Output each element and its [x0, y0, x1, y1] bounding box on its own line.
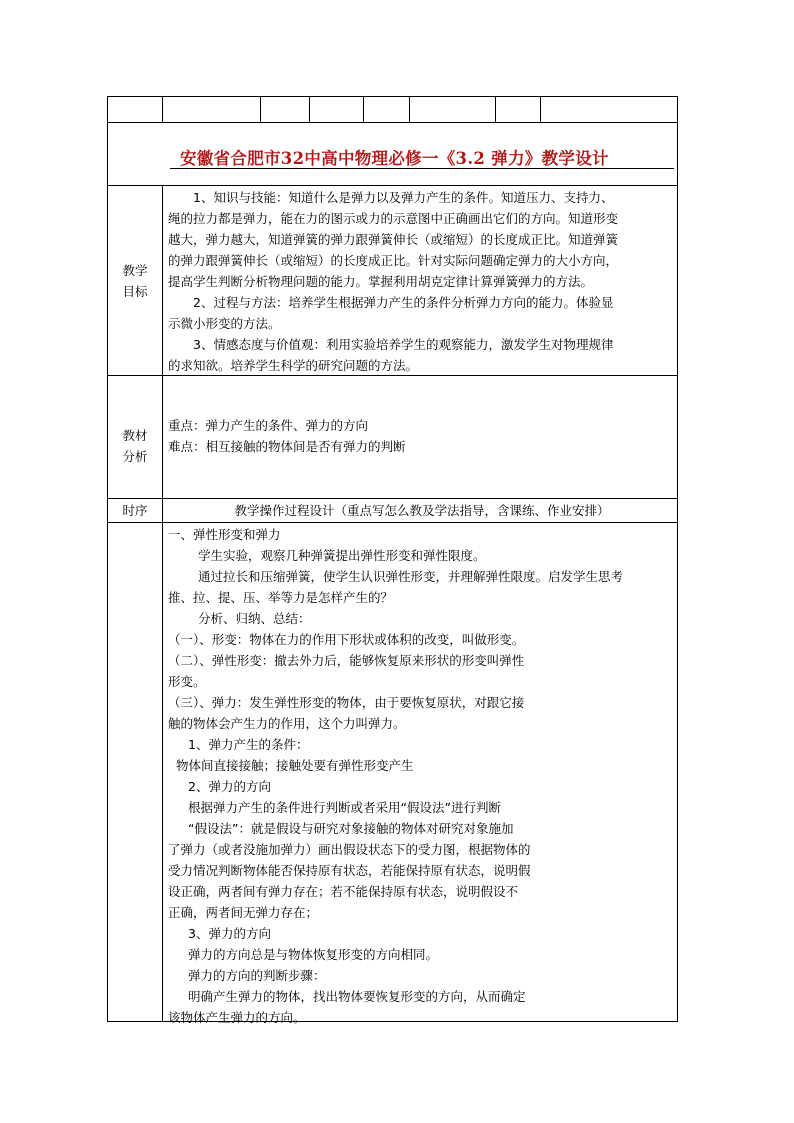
analysis-content — [168, 415, 676, 457]
text-line: （二）、弹性形变：撤去外力后，能够恢复原来形状的形变叫弹性 — [168, 653, 525, 668]
column-divider — [540, 97, 541, 122]
text-line: 物体间直接接触；接触处要有弹性形变产生 — [176, 758, 414, 773]
row-divider — [108, 375, 677, 376]
column-divider — [495, 97, 496, 122]
document-title: 安徽省合肥市32中高中物理必修一《3.2 弹力》教学设计 — [180, 149, 609, 168]
text-line: 2、弹力的方向 — [188, 779, 271, 794]
text-line: 1、弹力产生的条件： — [188, 737, 309, 752]
text-line: 正确，两者间无弹力存在； — [168, 905, 319, 920]
column-divider — [309, 97, 310, 122]
text-line: 明确产生弹力的物体，找出物体要恢复形变的方向，从而确定 — [188, 989, 526, 1004]
row-divider — [108, 122, 677, 123]
text-line: 弹力的方向的判断步骤： — [188, 968, 326, 983]
text-line: 推、拉、提、压、举等力是怎样产生的？ — [168, 590, 394, 605]
objectives-content — [168, 187, 676, 376]
objectives-label: 教学 目标 — [122, 263, 148, 299]
text-line: 形变。 — [168, 674, 206, 689]
section-heading: 一、弹性形变和弹力 — [168, 527, 281, 542]
column-divider — [409, 97, 410, 122]
difficult-point: 难点：相互接触的物体间是否有弹力的判断 — [168, 439, 406, 454]
text-line: 学生实验，观察几种弹簧提出弹性形变和弹性限度。 — [198, 548, 486, 563]
column-divider — [363, 97, 364, 122]
text-line: 2、过程与方法：培养学生根据弹力产生的条件分析弹力方向的能力。体验显 — [193, 295, 614, 310]
text-line: “假设法”：就是假设与研究对象接触的物体对研究对象施加 — [188, 821, 514, 836]
key-point: 重点：弹力产生的条件、弹力的方向 — [168, 418, 369, 433]
text-line: 示微小形变的方法。 — [168, 316, 281, 331]
process-content — [168, 524, 676, 1028]
text-line: 3、弹力的方向 — [188, 926, 271, 941]
analysis-label: 教材 分析 — [122, 428, 148, 464]
text-line: 的求知欲。培养学生科学的研究问题的方法。 — [168, 358, 419, 373]
title-underline — [170, 168, 674, 169]
row-divider — [108, 498, 677, 499]
process-header: 教学操作过程设计（重点写怎么教及学法指导，含课练、作业安排） — [234, 503, 610, 518]
text-line: 了弹力（或者没施加弹力）画出假设状态下的受力图，根据物体的 — [168, 842, 531, 857]
text-line: 该物体产生弹力的方向。 — [168, 1010, 306, 1025]
row-divider — [108, 185, 677, 186]
text-line: 绳的拉力都是弹力，能在力的图示或力的示意图中正确画出它们的方向。知道形变 — [168, 211, 619, 226]
text-line: 设正确，两者间有弹力存在；若不能保持原有状态，说明假设不 — [168, 884, 519, 899]
lesson-plan-table — [107, 96, 678, 1025]
text-line: 3、情感态度与价值观：利用实验培养学生的观察能力，激发学生对物理规律 — [193, 337, 614, 352]
text-line: 弹力的方向总是与物体恢复形变的方向相同。 — [188, 947, 439, 962]
text-line: 1、知识与技能：知道什么是弹力以及弹力产生的条件。知道压力、支持力、 — [193, 190, 614, 205]
text-line: 分析、归纳、总结： — [198, 611, 311, 626]
column-divider — [260, 97, 261, 122]
text-line: 提高学生判断分析物理问题的能力。掌握利用胡克定律计算弹簧弹力的方法。 — [168, 274, 594, 289]
label-column-divider — [162, 185, 163, 1021]
row-divider — [108, 522, 677, 523]
sequence-label: 时序 — [122, 503, 148, 518]
text-line: 受力情况判断物体能否保持原有状态，若能保持原有状态，说明假 — [168, 863, 531, 878]
text-line: （三）、弹力：发生弹性形变的物体，由于要恢复原状，对跟它接 — [168, 695, 525, 710]
column-divider — [162, 97, 163, 122]
text-line: 越大，弹力越大，知道弹簧的弹力跟弹簧伸长（或缩短）的长度成正比。知道弹簧 — [168, 232, 619, 247]
text-line: 根据弹力产生的条件进行判断或者采用“假设法”进行判断 — [188, 800, 501, 815]
text-line: 触的物体会产生力的作用，这个力叫弹力。 — [168, 716, 406, 731]
text-line: 通过拉长和压缩弹簧，使学生认识弹性形变，并理解弹性限度。启发学生思考 — [198, 569, 624, 584]
text-line: 的弹力跟弹簧伸长（或缩短）的长度成正比。针对实际问题确定弹力的大小方向， — [168, 253, 619, 268]
text-line: （一）、形变：物体在力的作用下形状或体积的改变，叫做形变。 — [168, 632, 525, 647]
